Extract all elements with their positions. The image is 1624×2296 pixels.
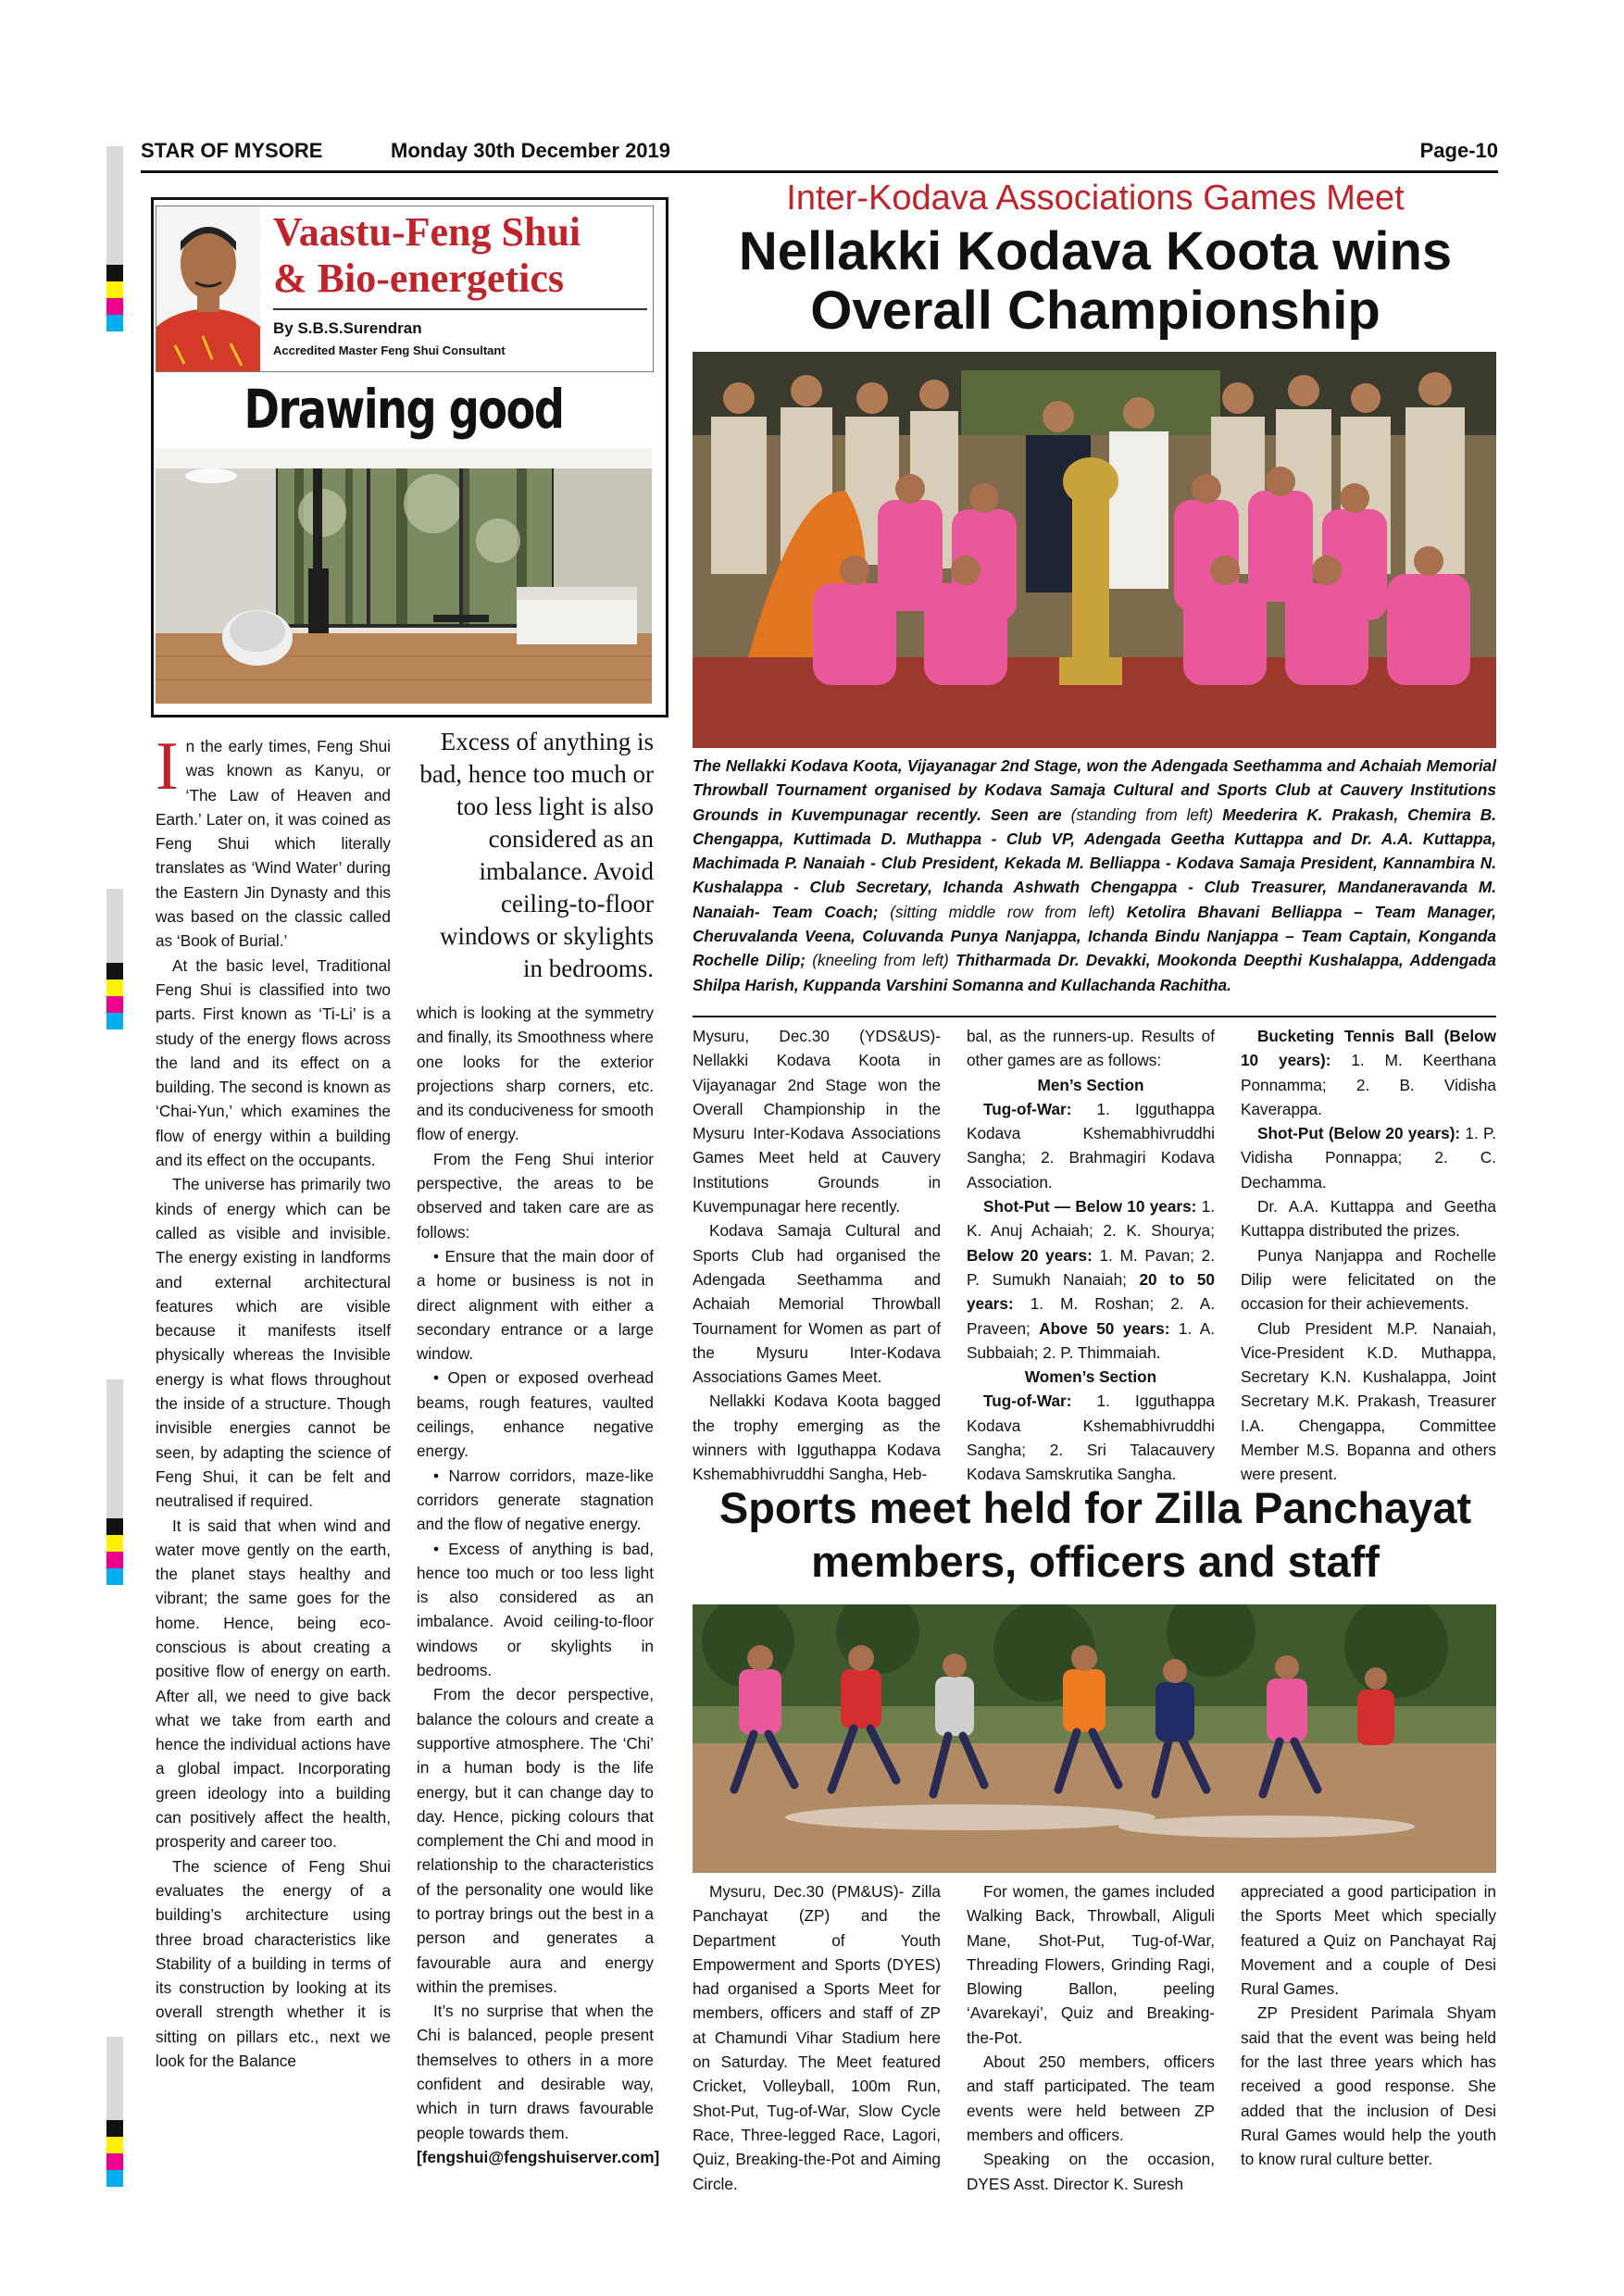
team-photo [693, 352, 1496, 748]
kodava-column-1 [693, 1024, 941, 1487]
cmyk-color-bar [106, 963, 123, 1029]
fengshui-banner [156, 206, 654, 372]
sports-headline: Sports meet held for Zilla Panchayat members, officers and staff [718, 1483, 1472, 1586]
paragraph: It is said that when wind and water move gently on the earth, the planet stays healthy and vibrant; the same goes for the home. Hence, being eco-conscious is about creating a positive flow of energy on earth. After all, we need to give back what we take from earth and hence the individual actions have a global impact. Incorporating green ideology into a building can positively affect the health, prosperity and career too. [156, 1516, 391, 1852]
cmyk-color-bar [106, 265, 123, 331]
paragraph: • Excess of anything is bad, hence too much or too less light is also considered as an imbalance. Avoid ceiling-to-floor windows or skylights in bedrooms. [417, 1539, 654, 1680]
registration-grey-bar [106, 1379, 123, 1518]
caption-text: (kneeling from left) [812, 951, 956, 970]
fengshui-headline: Drawing good [244, 378, 564, 441]
caption-text: Ketolira Bhavani Belliappa – Team Manager, Cheruvalanda Veena, Coluvanda Punya Nanjappa, Ichanda Bindu Nanjappa – Team Captain, Konganda Rochelle Dilip; [693, 902, 1496, 970]
author-credential: Accredited Master Feng Shui Consultant [273, 343, 506, 357]
paragraph: For women, the games included Walking Back, Throwball, Aliguli Mane, Shot-Put, Tug-of-War, Threading Flowers, Grinding Ragi, Blowing Ballon, peeling ‘Avarekayi’, Quiz and Breaking-the-Pot. [967, 1882, 1215, 2047]
sports-column-2 [967, 1879, 1215, 2196]
paragraph: At the basic level, Traditional Feng Shui is classified into two parts. First known as ‘Ti-Li’ is a study of the energy flows across the land and its effect on a building. The second is known as ‘Chai-Yun,’ which examines the flow of energy within a building and its effect on the occupants. [156, 955, 391, 1170]
paragraph: Mysuru, Dec.30 (PM&US)- Zilla Panchayat (ZP) and the Department of Youth Empowerment and Sports (DYES) had organised a Sports Meet for members, officers and staff of ZP at Chamundi Vihar Stadium here on Saturday. The Meet featured Cricket, Volleyball, 100m Run, Shot-Put, Tug-of-War, Slow Cycle Race, Three-legged Race, Lagori, Quiz, Breaking-the-Pot and Aiming Circle. [693, 1882, 941, 2193]
page-number: Page-10 [1419, 139, 1498, 162]
paragraph: Dr. A.A. Kuttappa and Geetha Kuttappa distributed the prizes. [1241, 1197, 1496, 1241]
paragraph: From the Feng Shui interior perspective, the areas to be observed and taken care are as follows: [417, 1149, 654, 1242]
paragraph: appreciated a good participation in the Sports Meet which specially featured a Quiz on Panchayat Raj Movement and a couple of Desi Rural Games. [1241, 1882, 1496, 1999]
result-entry: Shot-Put (Below 20 years): 1. P. Vidisha Ponnappa; 2. C. Dechamma. [1241, 1124, 1496, 1192]
result-entry: Tug-of-War: 1. Igguthappa Kodava Kshemabhivruddhi Sangha; 2. Sri Talacauvery Kodava Samskrutika Sangha. [967, 1391, 1215, 1484]
kodava-headline: Nellakki Kodava Koota wins Overall Championship [738, 221, 1453, 341]
drop-cap: I [156, 729, 179, 805]
paragraph: Club President M.P. Nanaiah, Vice-President K.D. Muthappa, Secretary K.N. Kushalappa, Joint Secretary M.K. Prakash, Treasurer I.A. Chengappa, Committee Member M.S. Bopanna and others were present. [1241, 1318, 1496, 1484]
fengshui-column-1 [156, 729, 391, 2073]
fengshui-column-2 [417, 1001, 660, 2169]
paragraph: n the early times, Feng Shui was known as Kanyu, or ‘The Law of Heaven and Earth.’ Later on, it was coined as Feng Shui which literally translates as ‘Wind Water’ during the Eastern Jin Dynasty and this was based on the classic called as ‘Book of Burial.’ [156, 737, 391, 951]
paragraph: From the decor perspective, balance the colours and create a supportive atmosphere. The ‘Chi’ in a human body is the life energy, but it can change day to day. Hence, picking colours that complement the Chi and mood in relationship to the characteristics of the personality one would like to portray brings out the best in a person and generates a favourable aura and energy within the premises. [417, 1685, 654, 1996]
banner-rule [273, 308, 647, 310]
author-email: [fengshui@fengshuiserver.com] [417, 2147, 660, 2166]
cmyk-color-bar [106, 2120, 123, 2187]
paper-name: STAR OF MYSORE [141, 139, 323, 162]
paragraph: It’s no surprise that when the Chi is balanced, people present themselves to others in a more confident and desirable way, which in turn draws favourable people towards them. [417, 2002, 654, 2142]
issue-date: Monday 30th December 2019 [391, 139, 671, 162]
caption-text: (sitting middle row from left) [890, 902, 1127, 921]
caption-text: The Nellakki Kodava Koota, Vijayanagar 2nd Stage, won the Adengada Seethamma and Achaiah Memorial Throwball Tournament organised by Kodava Samaja Cultural and Sports Club at Cauvery Institutions Grounds in Kuvempunagar recently. Seen are [693, 756, 1496, 824]
caption-text: Thitharmada Dr. Devakki, Mookonda Deepthi Kushalappa, Addengada Shilpa Harish, Kuppanda Varshini Somanna and Kullachanda Rachitha. [693, 951, 1496, 994]
sports-column-3 [1241, 1879, 1496, 2172]
banner-title-1: Vaastu-Feng Shui [273, 209, 581, 255]
paragraph: • Narrow corridors, maze-like corridors generate stagnation and the flow of negative energy. [417, 1466, 654, 1534]
result-entry: Bucketing Tennis Ball (Below 10 years): 1. M. Keerthana Ponnamma; 2. B. Vidisha Kaverappa. [1241, 1027, 1496, 1118]
section-heading: Women’s Section [1024, 1367, 1157, 1387]
page-header [141, 139, 1498, 170]
cmyk-color-bar [106, 1518, 123, 1585]
paragraph: bal, as the runners-up. Results of other games are as follows: [967, 1027, 1215, 1070]
paragraph: Kodava Samaja Cultural and Sports Club had organised the Adengada Seethamma and Achaiah Memorial Throwball Tournament for Women as part of the Mysuru Inter-Kodava Associations Games Meet. [693, 1221, 941, 1387]
paragraph: • Open or exposed overhead beams, rough features, vaulted ceilings, enhance negative energy. [417, 1368, 654, 1461]
paragraph: About 250 members, officers and staff participated. The team events were held between ZP members and officers. [967, 2053, 1215, 2144]
team-photo-caption [693, 754, 1496, 997]
result-entry: Tug-of-War: 1. Igguthappa Kodava Kshemabhivruddhi Sangha; 2. Brahmagiri Kodava Association. [967, 1099, 1215, 1192]
paragraph: The science of Feng Shui evaluates the energy of a building’s architecture using three broad characteristics like Stability of a building in terms of its construction by looking at its overall strength whether it is sitting on pillars etc., next we look for the Balance [156, 1856, 391, 2071]
paragraph: The universe has primarily two kinds of energy which can be called as visible and invisible. The energy existing in landforms and external architectural features which are visible because it manifests itself physically whereas the Invisible energy is what flows throughout the inside of a structure. Though invisible energies cannot be seen, by adapting the science of Feng Shui, it can be felt and neutralised if required. [156, 1175, 391, 1511]
registration-grey-bar [106, 889, 123, 963]
paragraph: which is looking at the symmetry and finally, its Smoothness where one looks for the exterior projections sharp corners, etc. and its conduciveness for smooth flow of energy. [417, 1004, 654, 1144]
caption-text: (standing from left) [1070, 805, 1223, 824]
paragraph: ZP President Parimala Shyam said that the event was being held for the last three years which has received a good response. She added that the inclusion of Desi Rural Games would help the youth to know rural culture better. [1241, 2003, 1496, 2169]
caption-rule [693, 1016, 1496, 1017]
banner-title-2: & Bio-energetics [273, 256, 564, 301]
header-rule [141, 170, 1498, 173]
paragraph: Punya Nanjappa and Rochelle Dilip were felicitated on the occasion for their achievements. [1241, 1245, 1496, 1314]
caption-text: Meederira K. Prakash, Chemira B. Chengappa, Kuttimada D. Muthappa - Club VP, Adengada Geetha Kuttappa and Dr. A.A. Kuttappa, Machimada P. Nanaiah - Club President, Kekada M. Belliappa - Kodava Samaja President, Kannambira N. Kushalappa - Club Secretary, Ichanda Ashwath Chengappa - Club Treasurer, Mandaneravanda M. Nanaiah- Team Coach; [693, 805, 1496, 921]
sports-photo [693, 1604, 1496, 1873]
pull-quote: Excess of anything is bad, hence too much or too less light is also considered as an imbalance. Avoid ceiling-to-floor windows or skylights in bedrooms. [419, 728, 654, 982]
registration-grey-bar [106, 146, 123, 267]
kodava-column-3 [1241, 1024, 1496, 1487]
sports-column-1 [693, 1879, 941, 2196]
paragraph: Speaking on the occasion, DYES Asst. Director K. Suresh [967, 2150, 1215, 2193]
paragraph: Mysuru, Dec.30 (YDS&US)- Nellakki Kodava Koota in Vijayanagar 2nd Stage won the Overall Championship in the Mysuru Inter-Kodava Associations Games Meet held at Cauvery Institutions Grounds in Kuvempunagar here recently. [693, 1027, 941, 1217]
section-heading: Men’s Section [1037, 1075, 1144, 1094]
author-byline: By S.B.S.Surendran [273, 319, 422, 337]
paragraph: • Ensure that the main door of a home or business is not in direct alignment with either a secondary entrance or a large window. [417, 1246, 654, 1364]
kodava-column-2 [967, 1024, 1215, 1487]
author-portrait [156, 206, 260, 371]
result-entry: Shot-Put — Below 10 years: 1. K. Anuj Achaiah; 2. K. Shourya; Below 20 years: 1. M. Pavan; 2. P. Sumukh Nanaiah; 20 to 50 years: 1. M. Roshan; 2. A. Praveen; Above 50 years: 1. A. Subbaiah; 2. P. Thimmaiah. [967, 1197, 1215, 1362]
registration-grey-bar [106, 2037, 123, 2120]
interior-photo [156, 448, 652, 704]
paragraph: Nellakki Kodava Koota bagged the trophy emerging as the winners with Igguthappa Kodava Kshemabhivruddhi Sangha, Heb- [693, 1391, 941, 1484]
kodava-kicker: Inter-Kodava Associations Games Meet [786, 179, 1405, 218]
